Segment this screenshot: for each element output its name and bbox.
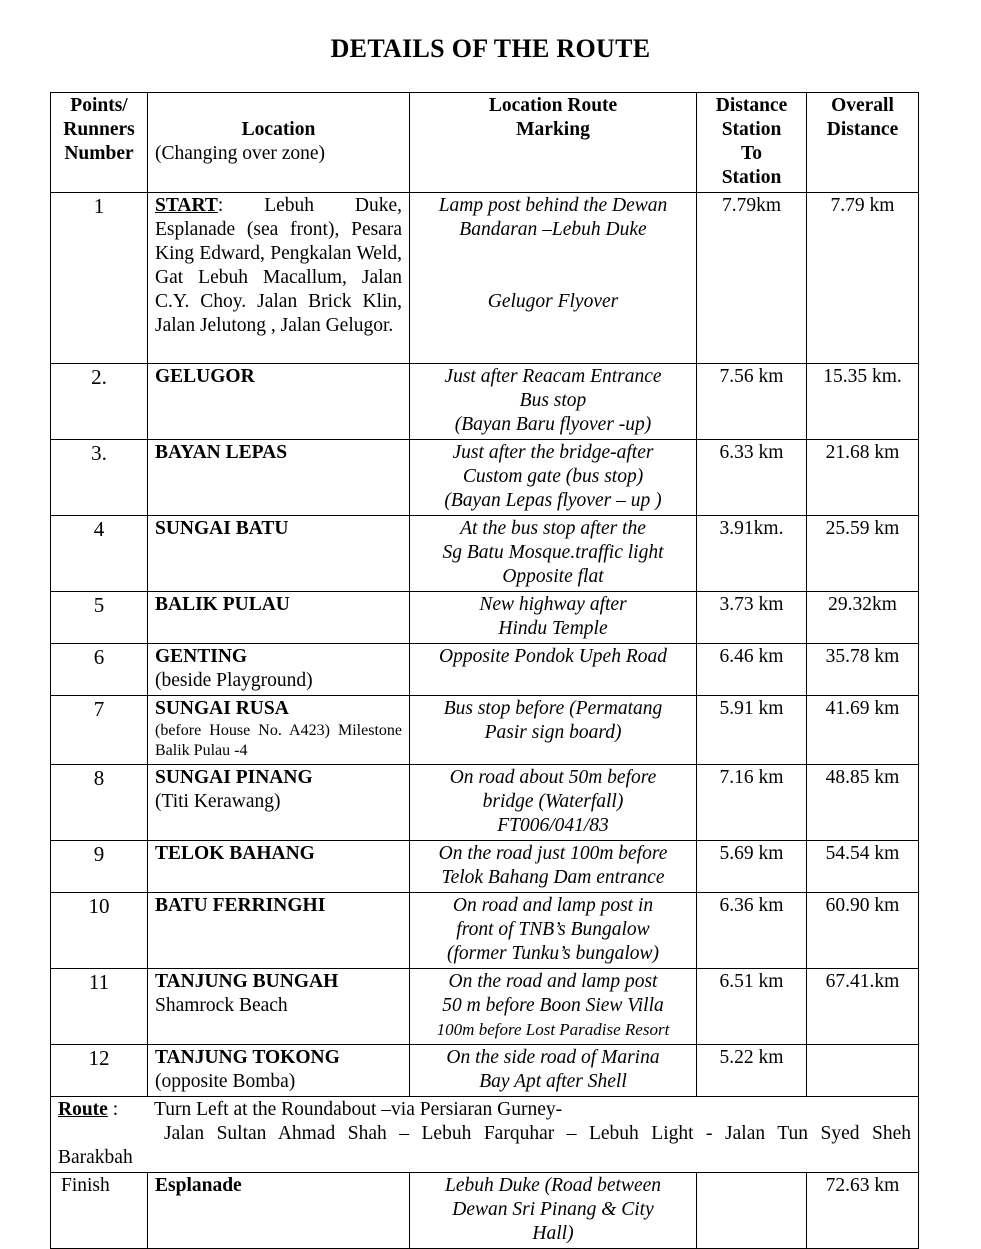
row-distance: 6.51 km bbox=[697, 969, 807, 1045]
row-distance: 7.16 km bbox=[697, 765, 807, 841]
table-row bbox=[51, 516, 919, 592]
row-number: 9 bbox=[51, 841, 148, 893]
table-row bbox=[51, 696, 919, 765]
row-number: 6 bbox=[51, 644, 148, 696]
header-points bbox=[51, 93, 148, 193]
route-table bbox=[50, 92, 919, 1249]
marking-line: (former Tunku’s bungalow) bbox=[447, 943, 659, 964]
marking-line: front of TNB’s Bungalow bbox=[456, 919, 650, 940]
row-distance: 6.33 km bbox=[697, 440, 807, 516]
row-overall: 29.32km bbox=[807, 592, 919, 644]
finish-marking bbox=[410, 1173, 697, 1249]
location-name: SUNGAI PINANG bbox=[155, 767, 313, 788]
header-marking bbox=[410, 93, 697, 193]
marking-line: On road about 50m before bbox=[449, 767, 657, 788]
marking-line: Dewan Sri Pinang & City bbox=[452, 1199, 654, 1220]
marking-line: Just after Reacam Entrance bbox=[444, 366, 662, 387]
row-distance: 3.91km. bbox=[697, 516, 807, 592]
route-label: Route bbox=[58, 1099, 108, 1120]
marking-line: bridge (Waterfall) bbox=[482, 791, 624, 812]
location-name: GENTING bbox=[155, 646, 248, 667]
table-row bbox=[51, 364, 919, 440]
page-title: DETAILS OF THE ROUTE bbox=[330, 34, 651, 63]
row-marking bbox=[410, 969, 697, 1045]
marking-line: Just after the bridge-after bbox=[452, 442, 654, 463]
finish-overall: 72.63 km bbox=[807, 1173, 919, 1249]
header-overall bbox=[807, 93, 919, 193]
row-location bbox=[148, 193, 410, 364]
table-row bbox=[51, 765, 919, 841]
location-sub: (opposite Bomba) bbox=[155, 1071, 296, 1092]
marking-line: 100m before Lost Paradise Resort bbox=[436, 1020, 670, 1039]
row-overall: 54.54 km bbox=[807, 841, 919, 893]
marking-line: New highway after bbox=[479, 594, 627, 615]
table-row bbox=[51, 592, 919, 644]
header-points-line: Runners bbox=[63, 119, 135, 140]
row-distance: 7.79km bbox=[697, 193, 807, 364]
marking-line: On road and lamp post in bbox=[452, 895, 654, 916]
header-row bbox=[51, 93, 919, 193]
header-location bbox=[148, 93, 410, 193]
marking-line: Opposite flat bbox=[502, 566, 604, 587]
location-name: BALIK PULAU bbox=[155, 594, 290, 615]
row-number: 12 bbox=[51, 1045, 148, 1097]
marking-line: (Bayan Lepas flyover – up ) bbox=[444, 490, 662, 511]
start-location-text: Lebuh Duke, Esplanade (sea front), Pesara King Edward, Pengkalan Weld, Gat Lebuh Macallum, Jalan C.Y. Choy. Jalan Brick Klin, Jalan Jelutong , Jalan Gelugor. bbox=[155, 195, 402, 336]
row-overall: 60.90 km bbox=[807, 893, 919, 969]
location-name: SUNGAI BATU bbox=[155, 518, 289, 539]
row-overall: 7.79 km bbox=[807, 193, 919, 364]
row-overall: 48.85 km bbox=[807, 765, 919, 841]
row-location bbox=[148, 644, 410, 696]
row-marking bbox=[410, 696, 697, 765]
location-name: TELOK BAHANG bbox=[155, 843, 315, 864]
header-marking-line: Marking bbox=[516, 119, 590, 140]
row-distance: 5.69 km bbox=[697, 841, 807, 893]
header-points-line: Points/ bbox=[70, 95, 128, 116]
row-overall: 15.35 km. bbox=[807, 364, 919, 440]
row-number: 2. bbox=[51, 364, 148, 440]
header-marking-line: Location Route bbox=[488, 95, 618, 116]
route-colon: : bbox=[112, 1099, 119, 1120]
marking-line: Lamp post behind the Dewan Bandaran –Lebuh Duke bbox=[438, 195, 668, 240]
marking-line: On the road just 100m before bbox=[438, 843, 668, 864]
marking-line: At the bus stop after the bbox=[460, 518, 646, 539]
row-overall: 21.68 km bbox=[807, 440, 919, 516]
marking-line: Telok Bahang Dam entrance bbox=[441, 867, 665, 888]
row-location bbox=[148, 765, 410, 841]
row-distance: 6.36 km bbox=[697, 893, 807, 969]
header-location-sub: (Changing over zone) bbox=[155, 143, 326, 164]
route-line: Barakbah bbox=[58, 1147, 133, 1168]
finish-distance bbox=[697, 1173, 807, 1249]
row-location bbox=[148, 841, 410, 893]
row-distance: 5.91 km bbox=[697, 696, 807, 765]
row-number: 10 bbox=[51, 893, 148, 969]
row-marking bbox=[410, 893, 697, 969]
marking-line: Bus stop bbox=[519, 390, 587, 411]
header-distance-line: Station bbox=[721, 119, 782, 140]
row-number: 7 bbox=[51, 696, 148, 765]
start-label: START bbox=[155, 195, 218, 216]
location-name: TANJUNG TOKONG bbox=[155, 1047, 340, 1068]
location-name: SUNGAI RUSA bbox=[155, 698, 289, 719]
row-marking bbox=[410, 193, 697, 364]
table-row bbox=[51, 440, 919, 516]
header-points-line: Number bbox=[64, 143, 134, 164]
row-distance: 6.46 km bbox=[697, 644, 807, 696]
row-overall bbox=[807, 1045, 919, 1097]
marking-line: Bus stop before (Permatang bbox=[443, 698, 663, 719]
row-marking bbox=[410, 516, 697, 592]
route-row bbox=[51, 1097, 919, 1173]
marking-line: Gelugor Flyover bbox=[487, 291, 619, 312]
marking-line: Hall) bbox=[532, 1223, 574, 1244]
row-distance: 5.22 km bbox=[697, 1045, 807, 1097]
row-distance: 3.73 km bbox=[697, 592, 807, 644]
row-number: 11 bbox=[51, 969, 148, 1045]
location-sub: (Titi Kerawang) bbox=[155, 791, 281, 812]
marking-line: Custom gate (bus stop) bbox=[462, 466, 644, 487]
row-location bbox=[148, 969, 410, 1045]
finish-location bbox=[148, 1173, 410, 1249]
header-distance-line: To bbox=[741, 143, 762, 164]
header-overall-line: Overall bbox=[831, 95, 894, 116]
header-distance-line: Distance bbox=[715, 95, 788, 116]
row-location bbox=[148, 364, 410, 440]
finish-row bbox=[51, 1173, 919, 1249]
location-name: BATU FERRINGHI bbox=[155, 895, 326, 916]
row-number: 4 bbox=[51, 516, 148, 592]
row-marking bbox=[410, 841, 697, 893]
table-row bbox=[51, 841, 919, 893]
row-marking bbox=[410, 364, 697, 440]
row-distance: 7.56 km bbox=[697, 364, 807, 440]
marking-line: (Bayan Baru flyover -up) bbox=[454, 414, 652, 435]
finish-label: Finish bbox=[51, 1173, 148, 1249]
marking-line: 50 m before Boon Siew Villa bbox=[442, 995, 664, 1016]
row-number: 1 bbox=[51, 193, 148, 364]
row-location bbox=[148, 696, 410, 765]
marking-line: Opposite Pondok Upeh Road bbox=[438, 646, 667, 667]
row-location bbox=[148, 440, 410, 516]
row-marking bbox=[410, 644, 697, 696]
location-sub: Shamrock Beach bbox=[155, 995, 288, 1016]
row-number: 3. bbox=[51, 440, 148, 516]
location-sub: (before House No. A423) Milestone Balik Pulau -4 bbox=[155, 722, 402, 759]
row-location bbox=[148, 516, 410, 592]
row-marking bbox=[410, 765, 697, 841]
table-row bbox=[51, 644, 919, 696]
start-colon: : bbox=[217, 195, 224, 216]
header-distance bbox=[697, 93, 807, 193]
marking-line: On the side road of Marina bbox=[446, 1047, 660, 1068]
row-location bbox=[148, 592, 410, 644]
route-line: Jalan Sultan Ahmad Shah – Lebuh Farquhar – Lebuh Light - Jalan Tun Syed Sheh bbox=[164, 1123, 911, 1144]
table-row bbox=[51, 1045, 919, 1097]
location-sub: (beside Playground) bbox=[155, 670, 313, 691]
row-location bbox=[148, 1045, 410, 1097]
row-marking bbox=[410, 592, 697, 644]
table-row bbox=[51, 193, 919, 364]
row-overall: 35.78 km bbox=[807, 644, 919, 696]
row-overall: 41.69 km bbox=[807, 696, 919, 765]
location-name: Esplanade bbox=[155, 1175, 242, 1196]
table-row bbox=[51, 893, 919, 969]
row-number: 8 bbox=[51, 765, 148, 841]
marking-line: Bay Apt after Shell bbox=[479, 1071, 627, 1092]
marking-line: FT006/041/83 bbox=[497, 815, 609, 836]
route-line: Turn Left at the Roundabout –via Persiaran Gurney- bbox=[154, 1099, 563, 1120]
marking-line: Sg Batu Mosque.traffic light bbox=[442, 542, 664, 563]
header-location-title: Location bbox=[241, 119, 316, 140]
row-number: 5 bbox=[51, 592, 148, 644]
marking-line: Pasir sign board) bbox=[484, 722, 622, 743]
header-distance-line: Station bbox=[721, 167, 782, 188]
marking-line: Hindu Temple bbox=[498, 618, 608, 639]
row-marking bbox=[410, 1045, 697, 1097]
location-name: GELUGOR bbox=[155, 366, 255, 387]
row-marking bbox=[410, 440, 697, 516]
location-name: TANJUNG BUNGAH bbox=[155, 971, 339, 992]
row-overall: 25.59 km bbox=[807, 516, 919, 592]
location-name: BAYAN LEPAS bbox=[155, 442, 288, 463]
marking-line: Lebuh Duke (Road between bbox=[444, 1175, 662, 1196]
row-overall: 67.41.km bbox=[807, 969, 919, 1045]
route-cell bbox=[51, 1097, 919, 1173]
header-overall-line: Distance bbox=[826, 119, 899, 140]
marking-line: On the road and lamp post bbox=[448, 971, 658, 992]
row-location bbox=[148, 893, 410, 969]
table-row bbox=[51, 969, 919, 1045]
